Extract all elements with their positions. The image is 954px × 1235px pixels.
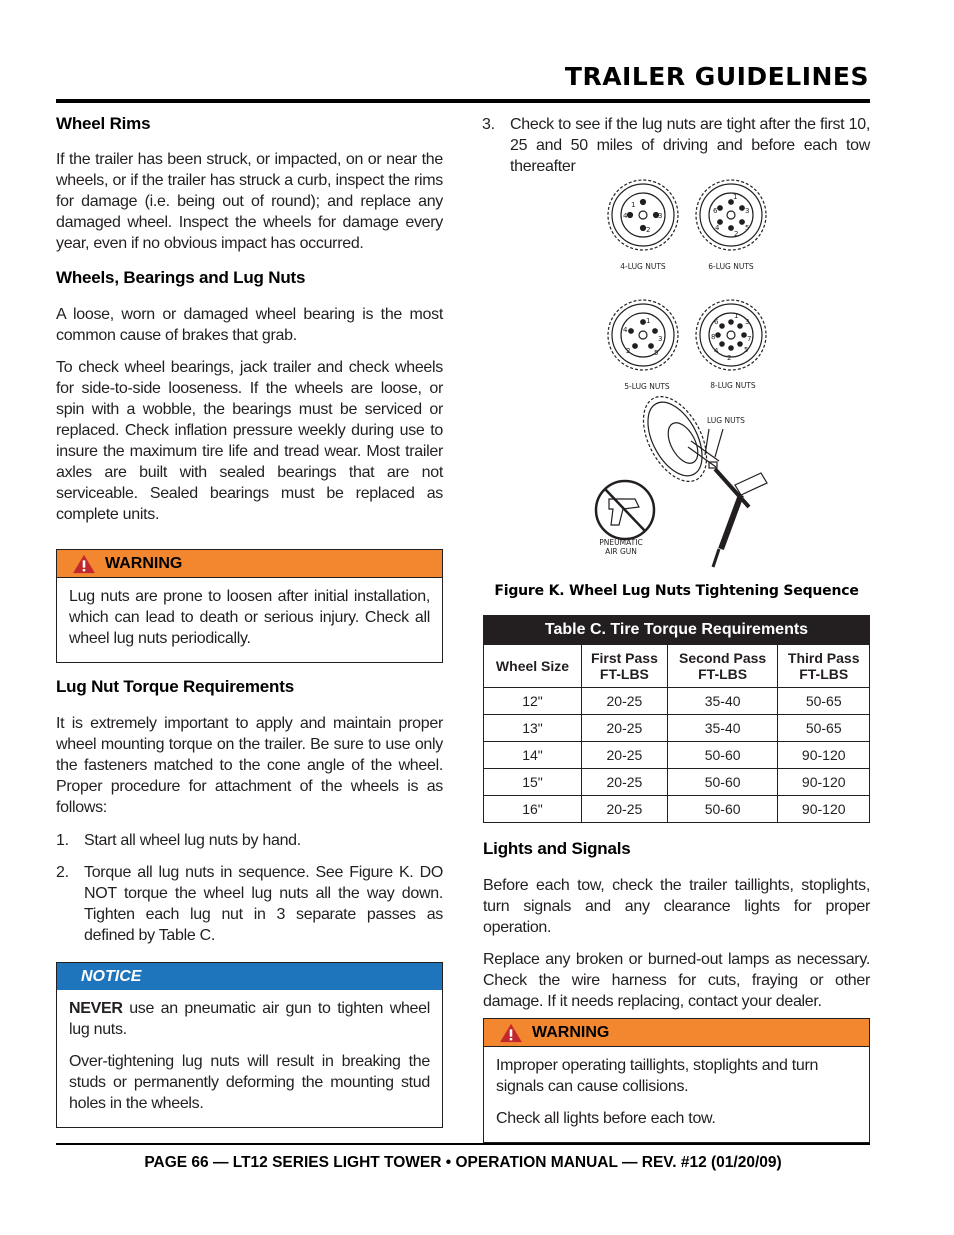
figure-label-pneumatic: PNEUMATIC [599, 538, 643, 547]
svg-text:3: 3 [658, 212, 663, 220]
figure-label-4-lug: 4-LUG NUTS [620, 262, 666, 271]
notice-header [57, 963, 442, 990]
svg-text:4: 4 [623, 212, 628, 220]
table-row: 13" 20-25 35-40 50-65 [484, 715, 870, 742]
left-column [56, 114, 443, 1142]
notice-text-1: NEVER use an pneumatic air gun to tighten wheel lug nuts. [69, 1000, 430, 1038]
lug-nut-warning-box [56, 549, 443, 663]
warning-header [484, 1019, 869, 1047]
footer-rule [56, 1143, 870, 1145]
bearings-para-2: To check wheel bearings, jack trailer and check wheels for side-to-side looseness. If the wheels are loose, or spin with a wobble, the bearings must be serviced or replaced. Check inflation pressure weekly during use to insure the maximum tire life and tread wear. Most trailer axles are built with sealed bearings that are not serviceable. Sealed bearings must be replaced as complete units. [56, 359, 443, 523]
lights-warning-box [483, 1018, 870, 1143]
svg-text:2: 2 [626, 347, 631, 355]
list-item: 3. Check to see if the lug nuts are tight after the first 10, 25 and 50 miles of driving and before each tow thereafter [482, 116, 870, 175]
svg-text:2: 2 [727, 354, 732, 362]
notice-text-2: Over-tightening lug nuts will result in breaking the studs or permanently deforming the mounting stud holes in the wheels. [69, 1053, 430, 1112]
figure-label-lug-nuts: LUG NUTS [707, 416, 745, 425]
table-row: 16" 20-25 50-60 90-120 [484, 796, 870, 823]
page-title: TRAILER GUIDELINES [564, 62, 869, 91]
figure-label-8-lug: 8-LUG NUTS [710, 381, 756, 390]
table-row: 15" 20-25 50-60 90-120 [484, 769, 870, 796]
warning-header [57, 550, 442, 578]
column-header: First Pass FT-LBS [582, 645, 668, 688]
svg-text:8: 8 [711, 333, 716, 341]
svg-text:1: 1 [734, 312, 739, 320]
warning-label: WARNING [105, 554, 183, 572]
torque-steps [56, 830, 443, 946]
svg-text:1: 1 [646, 317, 651, 325]
bearings-para-1: A loose, worn or damaged wheel bearing is the most common cause of brakes that grab. [56, 306, 443, 344]
column-header: Second Pass FT-LBS [667, 645, 778, 688]
svg-text:4: 4 [623, 326, 628, 334]
table-row: 12" 20-25 35-40 50-65 [484, 688, 870, 715]
svg-text:7: 7 [747, 335, 752, 343]
svg-text:5: 5 [745, 224, 750, 232]
lights-para-2: Replace any broken or burned-out lamps as necessary. Check the wire harness for cuts, fraying or other damage. If it needs replacing, contact your dealer. [483, 951, 870, 1010]
svg-text:3: 3 [745, 318, 750, 326]
torque-heading: Lug Nut Torque Requirements [56, 677, 294, 696]
svg-text:6: 6 [714, 318, 719, 326]
svg-text:2: 2 [646, 226, 651, 234]
svg-text:6: 6 [713, 207, 718, 215]
wheel-rims-heading: Wheel Rims [56, 114, 151, 133]
notice-box [56, 962, 443, 1128]
torque-steps-continued [482, 114, 870, 177]
table-caption: Table C. Tire Torque Requirements [484, 616, 870, 645]
right-column [483, 114, 870, 1157]
torque-intro: It is extremely important to apply and maintain proper wheel mounting torque on the trailer. Be sure to use only the fasteners matched to the cone angle of the wheel. Proper procedure for attachment of the wheels is as follows: [56, 715, 443, 816]
tightening-sequence-illustration [483, 177, 870, 575]
svg-text:1: 1 [631, 201, 636, 209]
figure-label-6-lug: 6-LUG NUTS [708, 262, 754, 271]
svg-text:2: 2 [734, 230, 739, 238]
warning-text-1: Improper operating taillights, stoplights and turn signals can cause collisions. [496, 1057, 819, 1095]
warning-text-2: Check all lights before each tow. [496, 1110, 716, 1127]
svg-text:3: 3 [658, 335, 663, 343]
figure-caption: Figure K. Wheel Lug Nuts Tightening Sequence [494, 583, 859, 599]
notice-label: NOTICE [81, 967, 142, 985]
bearings-heading: Wheels, Bearings and Lug Nuts [56, 268, 306, 287]
lug-nut-sequence-figure [483, 177, 870, 575]
warning-text: Lug nuts are prone to loosen after initial installation, which can lead to death or serious injury. Check all wheel lug nuts periodically. [69, 588, 430, 647]
list-item: 1. Start all wheel lug nuts by hand. [56, 832, 301, 849]
table-header-row [484, 645, 870, 688]
svg-text:1: 1 [733, 193, 738, 201]
warning-label: WARNING [532, 1023, 610, 1041]
svg-text:5: 5 [654, 349, 659, 357]
lights-heading: Lights and Signals [483, 839, 631, 858]
figure-label-5-lug: 5-LUG NUTS [624, 382, 670, 391]
svg-text:5: 5 [744, 346, 749, 354]
column-header: Third Pass FT-LBS [778, 645, 870, 688]
column-header: Wheel Size [484, 645, 582, 688]
header-rule [56, 99, 870, 103]
page-footer: PAGE 66 — LT12 SERIES LIGHT TOWER • OPERATION MANUAL — REV. #12 (01/20/09) [144, 1154, 782, 1171]
warning-triangle-icon [71, 554, 97, 574]
wheel-rims-text: If the trailer has been struck, or impacted, on or near the wheels, or if the trailer has struck a curb, inspect the rims for damage (i.e. being out of round); and replace any damaged wheel. Inspect the wheels for damage every year, even if no obvious impact has occurred. [56, 151, 443, 252]
svg-text:3: 3 [745, 207, 750, 215]
list-item: 2. Torque all lug nuts in sequence. See Figure K. DO NOT torque the wheel lug nuts all the way down. Tighten each lug nut in 3 separate passes as defined by Table C. [56, 864, 443, 944]
warning-triangle-icon [498, 1023, 524, 1043]
lights-para-1: Before each tow, check the trailer taillights, stoplights, turn signals and any clearance lights for proper operation. [483, 877, 870, 936]
table-row: 14" 20-25 50-60 90-120 [484, 742, 870, 769]
tire-torque-table [483, 615, 870, 823]
svg-text:4: 4 [714, 347, 719, 355]
svg-text:4: 4 [715, 224, 720, 232]
figure-label-air-gun: AIR GUN [605, 547, 637, 556]
